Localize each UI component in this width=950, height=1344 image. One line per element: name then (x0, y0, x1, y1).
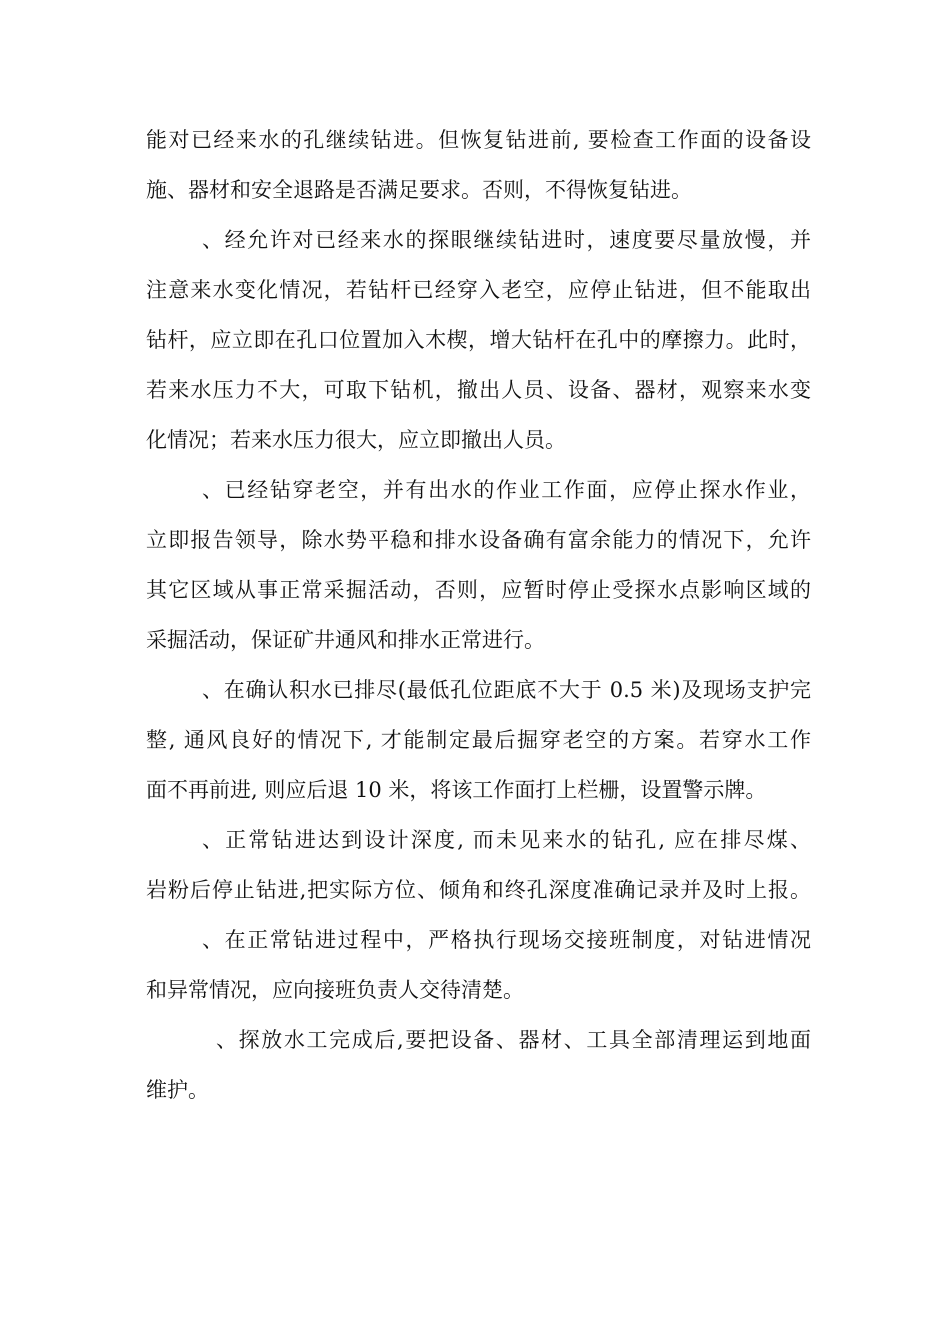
text-line: 、正常钻进达到设计深度, 而未见来水的钻孔, 应在排尽煤、 (202, 828, 811, 852)
text-line: 、探放水工完成后,要把设备、器材、工具全部清理运到地面 (216, 1028, 811, 1052)
text-line: 维护。 (146, 1078, 209, 1102)
text-line: 注意来水变化情况，若钻杆已经穿入老空，应停止钻进，但不能取出 (146, 278, 811, 302)
text-line: 若来水压力不大，可取下钻机，撤出人员、设备、器材，观察来水变 (146, 378, 811, 402)
text-line: 、在确认积水已排尽(最低孔位距底不大于 0.5 米)及现场支护完 (202, 678, 811, 702)
text-line: 采掘活动，保证矿井通风和排水正常进行。 (146, 628, 545, 652)
document-body (146, 115, 811, 1115)
paragraph-4 (146, 665, 811, 815)
text-line: 施、器材和安全退路是否满足要求。否则，不得恢复钻进。 (146, 178, 692, 202)
text-line: 立即报告领导，除水势平稳和排水设备确有富余能力的情况下，允许 (146, 528, 811, 552)
text-line: 、在正常钻进过程中，严格执行现场交接班制度，对钻进情况 (202, 928, 811, 952)
text-line: 面不再前进, 则应后退 10 米，将该工作面打上栏栅，设置警示牌。 (146, 778, 767, 802)
paragraph-2 (146, 215, 811, 465)
paragraph-6 (146, 915, 811, 1015)
text-line: 、已经钻穿老空，并有出水的作业工作面，应停止探水作业， (202, 478, 811, 502)
paragraph-5 (146, 815, 811, 915)
text-line: 其它区域从事正常采掘活动，否则，应暂时停止受探水点影响区域的 (146, 578, 811, 602)
text-line: 整, 通风良好的情况下, 才能制定最后掘穿老空的方案。若穿水工作 (146, 728, 811, 752)
paragraph-7 (146, 1015, 811, 1115)
paragraph-3 (146, 465, 811, 665)
text-line: 、经允许对已经来水的探眼继续钻进时，速度要尽量放慢，并 (202, 228, 811, 252)
text-line: 化情况；若来水压力很大，应立即撤出人员。 (146, 428, 566, 452)
text-line: 和异常情况，应向接班负责人交待清楚。 (146, 978, 524, 1002)
text-line: 岩粉后停止钻进,把实际方位、倾角和终孔深度准确记录并及时上报。 (146, 878, 811, 902)
text-line: 能对已经来水的孔继续钻进。但恢复钻进前, 要检查工作面的设备设 (146, 128, 811, 152)
paragraph-1 (146, 115, 811, 215)
text-line: 钻杆，应立即在孔口位置加入木楔，增大钻杆在孔中的摩擦力。此时， (146, 328, 811, 352)
